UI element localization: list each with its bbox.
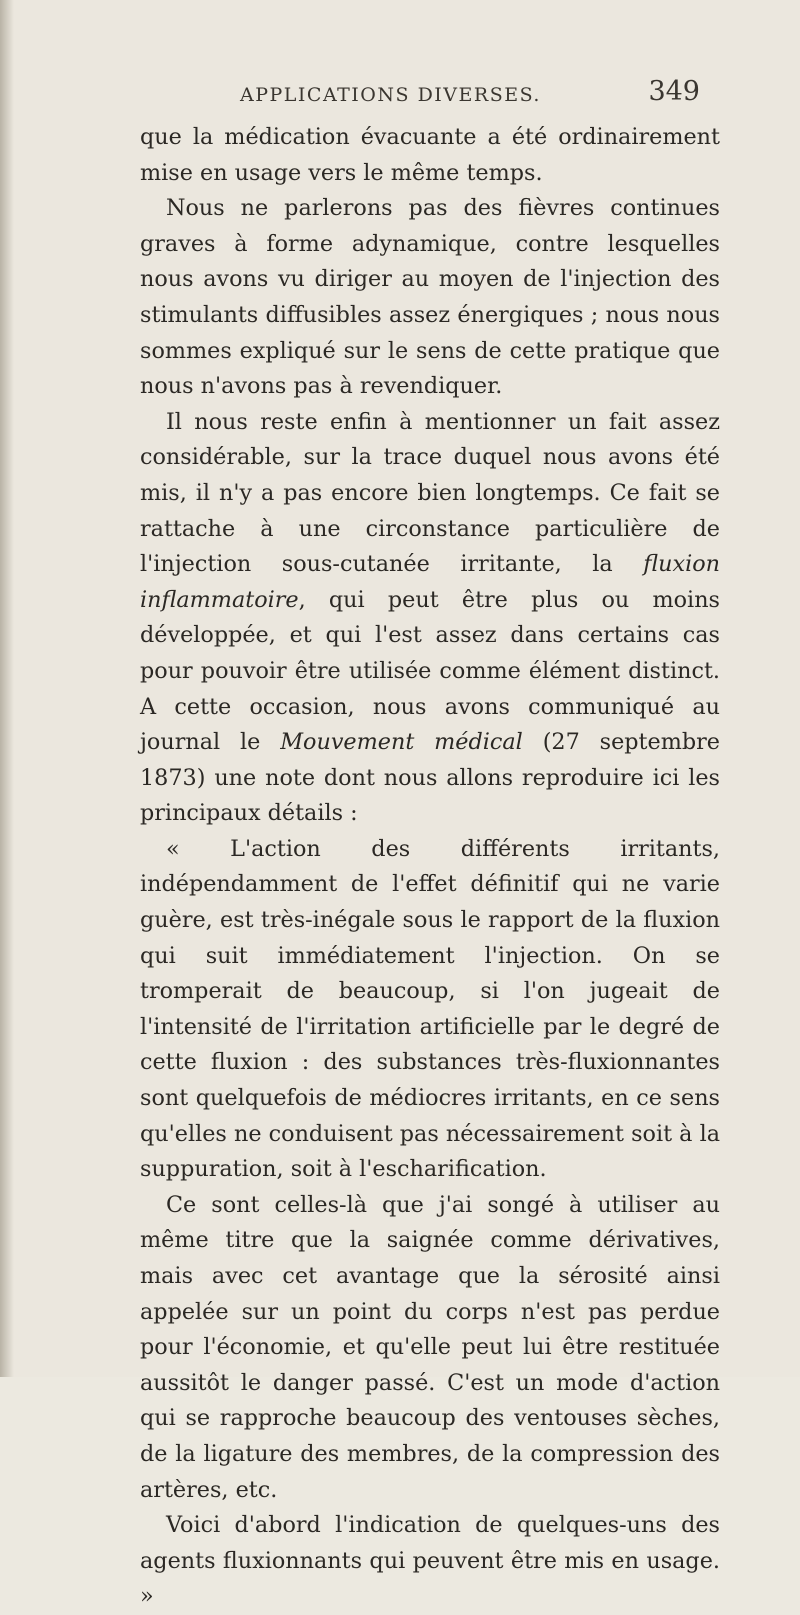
journal-title: Mouvement médical xyxy=(280,729,523,756)
paragraph-quotation xyxy=(140,1508,720,1615)
paragraph-text: (27 septembre 1873) une note dont nous allons reproduire ici les principaux détails : xyxy=(140,729,720,827)
italic-term-fluxion: fluxion inflammatoire xyxy=(140,551,720,613)
running-header xyxy=(140,72,700,112)
paragraph-quotation xyxy=(140,832,720,1188)
paragraph-quotation xyxy=(140,1188,720,1508)
paragraph xyxy=(140,191,720,405)
body-text xyxy=(140,120,720,1615)
page-spine-shadow xyxy=(0,0,14,1377)
paragraph-text: Voici d'abord l'indication de quelques-uns des agents fluxionnants qui peuvent être mis en usage. » xyxy=(140,1512,720,1610)
paragraph-text: que la médication évacuante a été ordinairement mise en usage vers le même temps. xyxy=(140,124,720,186)
paragraph-continuation xyxy=(140,120,720,191)
paragraph-text: Nous ne parlerons pas des fièvres continues graves à forme adynamique, contre lesquelles nous avons vu diriger au moyen de l'injection des stimulants diffusibles assez énergiques ; nous nous sommes expliqué sur le sens de cette pratique que nous n'avons pas à revendiquer. xyxy=(140,195,720,400)
paragraph-text: Ce sont celles-là que j'ai songé à utiliser au même titre que la saignée comme dérivatives, mais avec cet avantage que la sérosité ainsi appelée sur un point du corps n'est pas perdue pour l'économie, et qu'elle peut lui être restituée aussitôt le danger passé. C'est un mode d'action qui se rapproche beaucoup des ventouses sèches, de la ligature des membres, de la compression des artères, etc. xyxy=(140,1191,720,1503)
paragraph-text: Il nous reste enfin à mentionner un fait assez considérable, sur la trace duquel nous avons été mis, il n'y a pas encore bien longtemps. Ce fait se rattache à une circonstance particulière de l'injection sous-cutanée irritante, la xyxy=(140,408,720,578)
paragraph-text: « L'action des différents irritants, indépendamment de l'effet définitif qui ne varie guère, est très-inégale sous le rapport de la fluxion qui suit immédiatement l'injection. On se tromperait de beaucoup, si l'on jugeait de l'intensité de l'irritation artificielle par le degré de cette fluxion : des substances très-fluxionnantes sont quelquefois de médiocres irritants, en ce sens qu'elles ne conduisent pas nécessairement soit à la suppuration, soit à l'escharification. xyxy=(140,835,720,1183)
paragraph xyxy=(140,405,720,832)
page-number: 349 xyxy=(648,76,700,107)
paragraph-text: , qui peut être plus ou moins développée, et qui l'est assez dans certains cas pour pouvoir être utilisée comme élément distinct. A cette occasion, nous avons communiqué au journal le xyxy=(140,586,720,756)
running-header-title: APPLICATIONS DIVERSES. xyxy=(240,84,541,106)
